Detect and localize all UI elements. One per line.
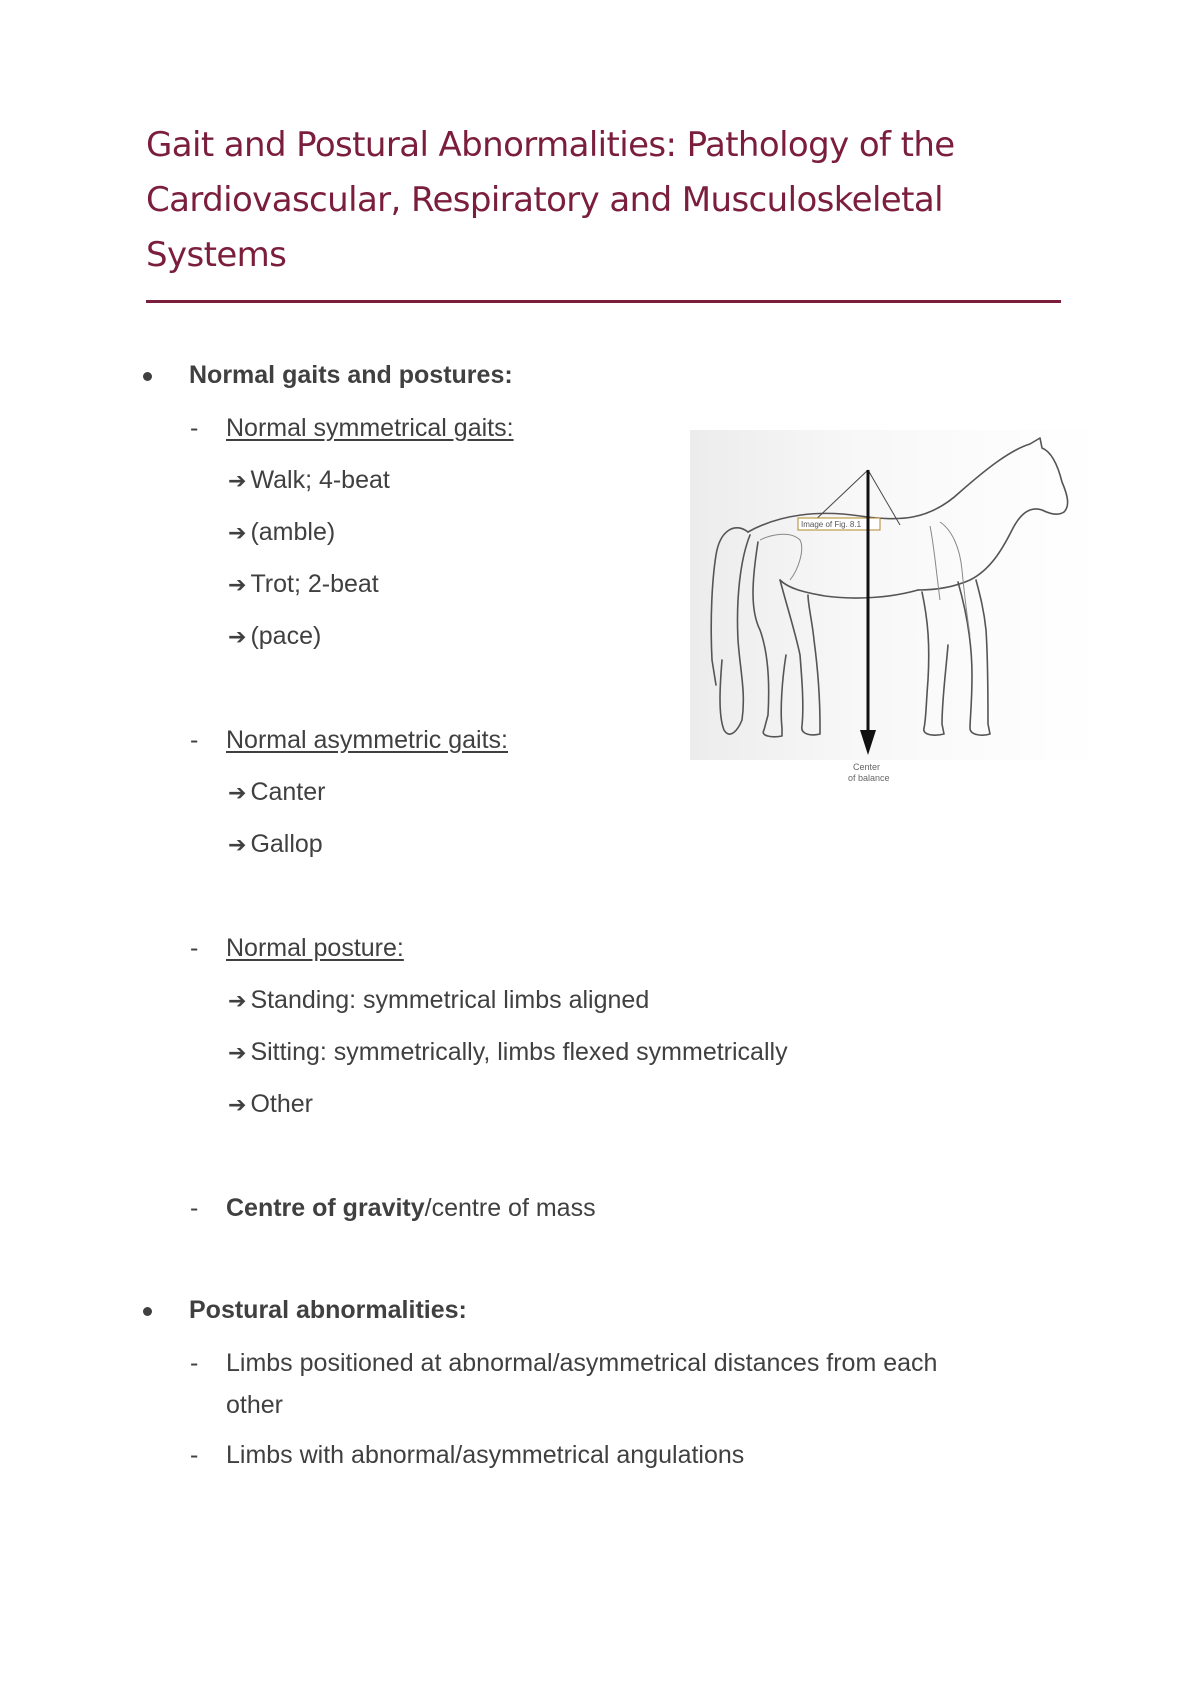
arrow-icon: ➔ (228, 988, 247, 1013)
bullet-normal (143, 372, 152, 381)
bullet-abnormal (143, 1307, 152, 1316)
dash-symmetrical: - (190, 414, 199, 442)
horse-center-of-balance-figure (690, 430, 1100, 790)
list-item-continuation: other (226, 1391, 283, 1419)
figure-caption-line1: Center (853, 762, 881, 772)
arrow-icon: ➔ (228, 520, 247, 545)
dash-gravity: - (190, 1194, 199, 1222)
list-item: Limbs with abnormal/asymmetrical angulations (226, 1441, 745, 1469)
figure-caption-line2: of balance (848, 773, 890, 783)
arrow-icon: ➔ (228, 780, 247, 805)
list-item: ➔ (amble) (228, 518, 336, 546)
list-item: ➔ Trot; 2-beat (228, 570, 379, 598)
arrow-icon: ➔ (228, 572, 247, 597)
list-item: Limbs positioned at abnormal/asymmetrical distances from each (226, 1349, 938, 1377)
label-symmetrical-gaits: Normal symmetrical gaits: (226, 414, 514, 442)
page-title: Gait and Postural Abnormalities: Pathology of the Cardiovascular, Respiratory and Musculoskeletal Systems (146, 125, 955, 275)
list-item: ➔ Walk; 4-beat (228, 466, 390, 494)
arrow-icon: ➔ (228, 624, 247, 649)
heading-postural-abnormalities: Postural abnormalities: (189, 1296, 467, 1324)
arrow-icon: ➔ (228, 468, 247, 493)
arrow-icon: ➔ (228, 1092, 247, 1117)
list-item: ➔ Sitting: symmetrically, limbs flexed symmetrically (228, 1038, 788, 1066)
list-item: ➔ Standing: symmetrical limbs aligned (228, 986, 650, 1014)
label-normal-posture: Normal posture: (226, 934, 404, 962)
label-asymmetric-gaits: Normal asymmetric gaits: (226, 726, 508, 754)
list-item: ➔ (pace) (228, 622, 322, 650)
centre-of-gravity-line: Centre of gravity/centre of mass (226, 1194, 596, 1222)
arrow-icon: ➔ (228, 832, 247, 857)
list-item: ➔ Other (228, 1090, 313, 1118)
list-item: ➔ Canter (228, 778, 326, 806)
arrow-icon: ➔ (228, 1040, 247, 1065)
dash-posture: - (190, 934, 199, 962)
dash-asymmetric: - (190, 726, 199, 754)
list-item: ➔ Gallop (228, 830, 323, 858)
dash-abnormal-1: - (190, 1349, 199, 1377)
dash-abnormal-2: - (190, 1441, 199, 1469)
title-underline-rule (146, 300, 1061, 303)
heading-normal-gaits: Normal gaits and postures: (189, 361, 513, 389)
figure-label-text: Image of Fig. 8.1 (801, 520, 862, 529)
